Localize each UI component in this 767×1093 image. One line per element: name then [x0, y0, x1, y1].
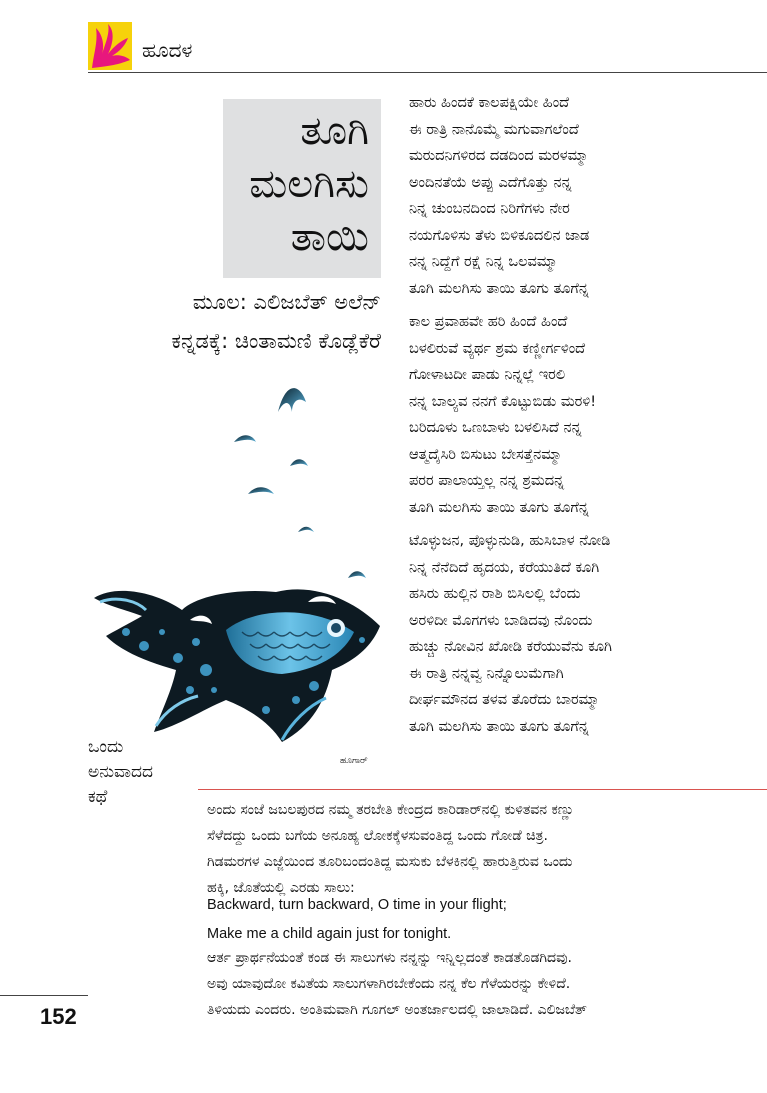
prose-line: ಹಕ್ಕಿ, ಜೊತೆಯಲ್ಲಿ ಎರಡು ಸಾಲು:: [207, 880, 355, 896]
poem-stanza-1: [409, 90, 729, 302]
title-line: ಮಲಗಿಸು: [249, 161, 369, 207]
quote-line: Backward, turn backward, O time in your flight;: [207, 897, 507, 913]
poem-line: ನಿನ್ನ ನೆನೆದಿದೆ ಹೃದಯ, ಕರೆಯುತಿದೆ ಕೂಗಿ: [409, 559, 600, 576]
poem-stanza-2: [409, 309, 729, 521]
poem-line: ಅರಳಿದೀ ಮೊಗಗಳು ಬಾಡಿದವು ನೊಂದು: [409, 612, 593, 629]
poem-line: ಮರುದನಿಗಳಿರದ ದಡದಿಂದ ಮರಳಮ್ಮಾ: [409, 148, 589, 164]
magazine-logo: [88, 22, 132, 70]
poem-title-box: [223, 99, 381, 278]
poem-line: ಪರರ ಪಾಲಾಯ್ತಲ್ಲ ನನ್ನ ಶ್ರಮದನ್ನ: [409, 473, 565, 489]
prose-line: ಆರ್ತ ಪ್ರಾರ್ಥನೆಯಂತೆ ಕಂಡ ಈ ಸಾಲುಗಳು ನನ್ನನ್ನು ಇನ್ನಿಲ್ಲದಂತೆ ಕಾಡತೊಡಗಿದವು.: [207, 950, 572, 966]
header-divider: [88, 72, 767, 73]
poem-line: ನಿನ್ನ ಚುಂಬನದಿಂದ ನಿರಿಗೆಗಳು ನೇರ: [409, 201, 570, 217]
poem-line: ನನ್ನ ನಿದ್ದೆಗೆ ರಕ್ಷೆ ನಿನ್ನ ಒಲವಮ್ಮಾ: [409, 254, 558, 270]
poem-line: ತೂಗಿ ಮಲಗಿಸು ತಾಯಿ ತೂಗು ತೂಗೆನ್ನ: [409, 280, 589, 297]
poem-line: ಅಂದಿನತೆಯೆ ಅಪ್ಪು ಎದೆಗೊತ್ತು ನನ್ನ: [409, 174, 572, 191]
poem-line: ತೂಗಿ ಮಲಗಿಸು ತಾಯಿ ತೂಗು ತೂಗೆನ್ನ: [409, 718, 589, 735]
prose-line: ಅವು ಯಾವುದೋ ಕವಿತೆಯ ಸಾಲುಗಳಾಗಿರಬೇಕೆಂದು ನನ್ನ ಕೆಲ ಗೆಳೆಯರನ್ನು ಕೇಳಿದೆ.: [207, 976, 571, 992]
side-label-line: ಒಂದು: [88, 737, 124, 757]
poem-line: ಗೋಳಾಟದೀ ಪಾಡು ನಿನ್ನಲ್ಲೆ ಇರಲಿ: [409, 367, 566, 383]
quote-line: Make me a child again just for tonight.: [207, 926, 452, 942]
poem-line: ಬರಿದೂಳು ಒಣಬಾಳು ಬಳಲಿಸಿದೆ ನನ್ನ: [409, 420, 582, 436]
poem-line: ಈ ರಾತ್ರಿ ನನ್ನವ್ವ ನಿನ್ನೊಲುಮೆಗಾಗಿ: [409, 665, 564, 682]
poem-line: ಈ ರಾತ್ರಿ ನಾನೊಮ್ಮೆ ಮಗುವಾಗಲೆಂದೆ: [409, 121, 579, 138]
poem-line: ಟೊಳ್ಳುಜನ, ಪೊಳ್ಳುನುಡಿ, ಹುಸಿಬಾಳ ನೋಡಿ: [409, 533, 611, 549]
poem-stanza-3: [409, 528, 729, 740]
poem-line: ಹಾರು ಹಿಂದಕೆ ಕಾಲಪಕ್ಷಿಯೇ ಹಿಂದೆ: [409, 95, 570, 111]
page-number: 152: [40, 1004, 77, 1029]
prose-line: ಅಂದು ಸಂಜೆ ಜಬಲಪುರದ ನಮ್ಮ ತರಬೇತಿ ಕೇಂದ್ರದ ಕಾರಿಡಾರ್‌ನಲ್ಲಿ ಕುಳಿತವನ ಕಣ್ಣು: [207, 802, 575, 818]
illustrator-signature: ಹೂಗಾರ್: [340, 756, 368, 766]
fish-illustration: [86, 370, 386, 770]
footer-divider: [0, 995, 88, 996]
poem-line: ಹುಚ್ಚು ನೋವಿನ ಖೋಡಿ ಕರೆಯುವೆನು ಕೂಗಿ: [409, 639, 612, 655]
side-label-line: ಕಥೆ: [88, 787, 108, 807]
original-author-credit: ಮೂಲ: ಎಲಿಜಬೆತ್ ಅಲೆನ್: [192, 290, 381, 314]
poem-line: ಆತ್ಮದೈಸಿರಿ ಬಿಸುಟು ಬೇಸತ್ತೆನಮ್ಮಾ: [409, 446, 563, 463]
prose-line: ಸೆಳೆದದ್ದು ಒಂದು ಬಗೆಯ ಅನೂಹ್ಯ ಲೋಕಕ್ಕೆಳಸುವಂತಿದ್ದ ಒಂದು ಗೋಡೆ ಚಿತ್ರ.: [207, 828, 549, 844]
section-side-label: [88, 735, 208, 810]
title-line: ತೂಗಿ: [300, 108, 369, 154]
magazine-name: ಹೂದಳ: [142, 38, 193, 62]
translator-credit: ಕನ್ನಡಕ್ಕೆ: ಚಿಂತಾಮಣಿ ಕೊಡ್ಲೆಕೆರೆ: [171, 329, 381, 353]
prose-line: ಗಿಡಮರಗಳ ಎಜ್ಜೆಯಿಂದ ತೂರಿಬಂದಂತಿದ್ದ ಮಸುಕು ಬೆಳಕಿನಲ್ಲಿ ಹಾರುತ್ತಿರುವ ಒಂದು: [207, 854, 573, 870]
side-label-line: ಅನುವಾದದ: [88, 762, 153, 782]
poem-line: ಬಳಲಿರುವೆ ವ್ಯರ್ಥ ಶ್ರಮ ಕಣ್ಣೀರ್ಗಳಿಂದೆ: [409, 340, 586, 357]
poem-line: ಹಸಿರು ಹುಲ್ಲಿನ ರಾಶಿ ಬಿಸಿಲಲ್ಲಿ ಬೆಂದು: [409, 586, 581, 602]
poem-line: ಕಾಲ ಪ್ರವಾಹವೇ ಹರಿ ಹಿಂದೆ ಹಿಂದೆ: [409, 314, 568, 330]
poem-line: ದೀರ್ಘಮೌನದ ತಳವ ತೊರೆದು ಬಾರಮ್ಮಾ: [409, 692, 600, 708]
prose-paragraph-2: [207, 945, 727, 1023]
poem-line: ನನ್ನ ಬಾಲ್ಯವ ನನಗೆ ಕೊಟ್ಟುಬಿಡು ಮರಳಿ!: [409, 393, 597, 410]
prose-paragraph-1: [207, 797, 727, 901]
poem-line: ನಯಗೊಳಿಸು ತೆಳು ಬಿಳಿಕೂದಲಿನ ಜಾಡ: [409, 227, 590, 244]
english-quote: [207, 891, 727, 949]
poem-line: ತೂಗಿ ಮಲಗಿಸು ತಾಯಿ ತೂಗು ತೂಗೆನ್ನ: [409, 499, 589, 516]
prose-line: ತಿಳಿಯದು ಎಂದರು. ಅಂತಿಮವಾಗಿ ಗೂಗಲ್ ಅಂತರ್ಜಾಲದಲ್ಲಿ ಜಾಲಾಡಿದೆ. ಎಲಿಜಬೆತ್: [207, 1002, 588, 1018]
section-divider: [198, 789, 767, 790]
title-line: ತಾಯಿ: [290, 214, 369, 260]
